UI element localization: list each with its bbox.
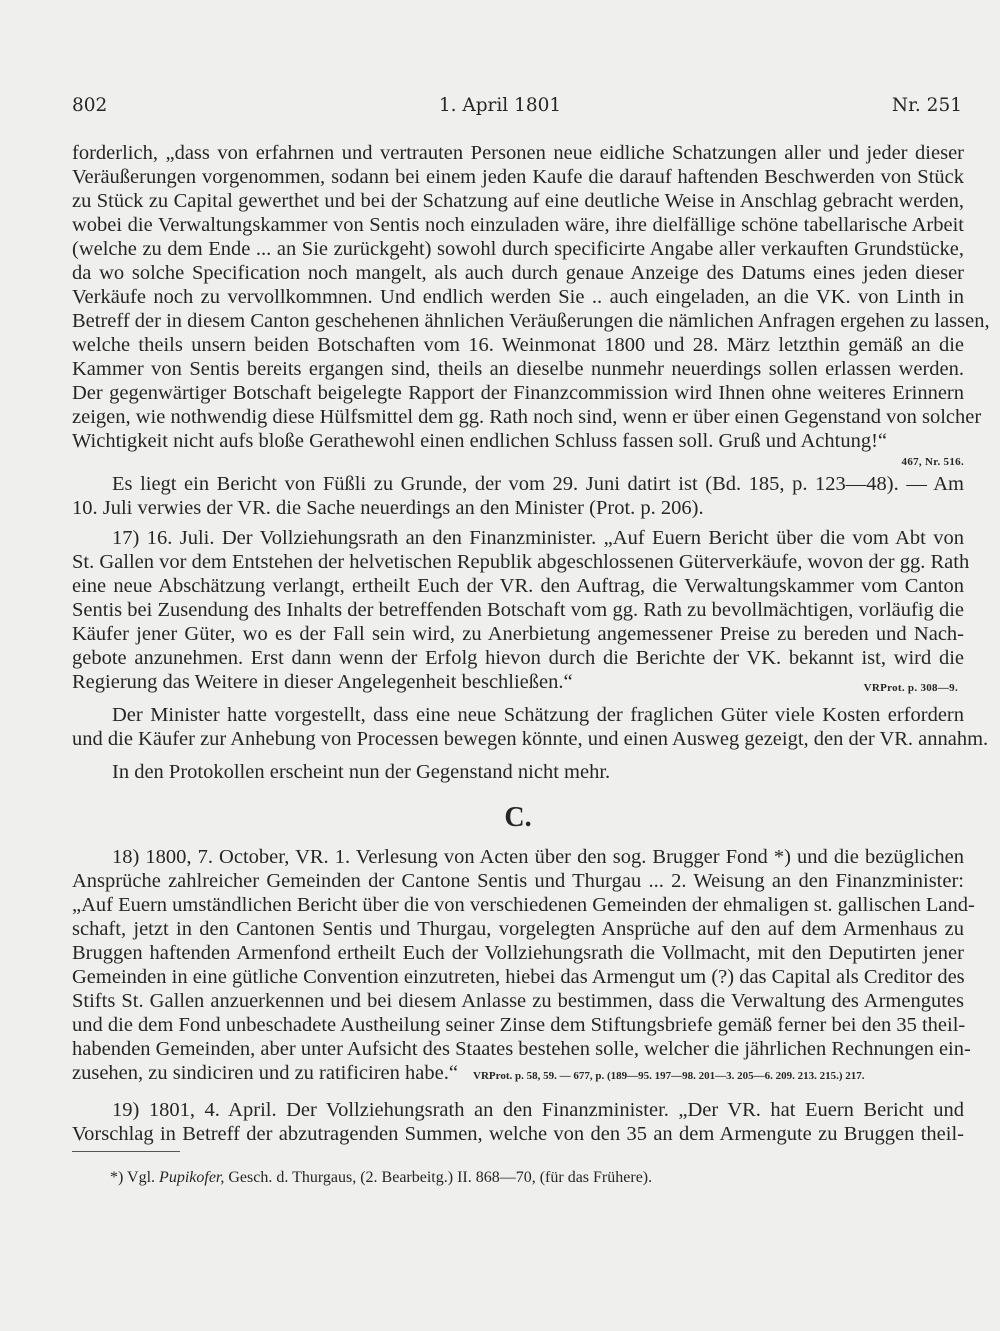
source-reference: VRProt. p. 58, 59. — 677, p. (189—95. 197—98. 201—3. 205—6. 209. 213. 215.) 217. [473,1070,865,1082]
text-line: gebote anzunehmen. Erst dann wenn der Erfolg hievon durch die Berichte der VK. bekannt ist, wird die [72,647,964,669]
text-line: zu Stück zu Capital gewerthet und bei der Schatzung auf eine deutliche Weise in Anschlag gebracht werden, [72,190,964,212]
text-line: „Auf Euern umständlichen Bericht über die von verschiedenen Gemeinden der ehmaligen st. gallischen Land- [72,894,975,916]
text-line-part: zusehen, zu sindiciren und zu ratificiren habe.“ [72,1062,458,1084]
text-line: Ansprüche zahlreicher Gemeinden der Cantone Sentis und Thurgau ... 2. Weisung an den Finanzminister: [72,870,964,892]
text-line: 10. Juli verwies der VR. die Sache neuerdings an den Minister (Prot. p. 206). [72,497,704,519]
text-line: welche theils unsern beiden Botschaften vom 16. Weinmonat 1800 und 28. März letzthin gemäß an die [72,334,964,356]
text-line: In den Protokollen erscheint nun der Gegenstand nicht mehr. [112,761,611,783]
text-line: St. Gallen vor dem Entstehen der helvetischen Republik abgeschlossenen Güterverkäufe, wovon der gg. Rath [72,551,970,573]
page-number: 802 [72,95,108,116]
text-line: Sentis bei Zusendung des Inhalts der betreffenden Botschaft vom gg. Rath zu bevollmächtigen, vorläufig die [72,599,964,621]
text-line: Regierung das Weitere in dieser Angelegenheit beschließen.“ [72,671,573,693]
text-line: zeigen, wie nothwendig diese Hülfsmittel dem gg. Rath noch sind, wenn er über einen Gegenstand von solcher [72,406,982,428]
text-line: wobei die Verwaltungskammer von Sentis noch einzuladen wäre, ihre dielfällige schöne tabellarische Arbeit [72,214,964,236]
footnote-divider [72,1151,180,1152]
footnote-author: Pupikofer, [159,1169,225,1186]
text-line: 18) 1800, 7. October, VR. 1. Verlesung von Acten über den sog. Brugger Fond *) und die bezüglichen [112,846,964,868]
text-line: Gemeinden in eine gütliche Convention einzutreten, hiebei das Armengut um (?) das Capital als Creditor des [72,966,965,988]
text-line: Käufer jener Güter, wo es der Fall sein wird, zu Anerbietung angemessener Preise zu bereden und Nach- [72,623,964,645]
text-line: Vorschlag in Betreff der abzutragenden Summen, welche von den 35 an dem Armengute zu Bruggen theil- [72,1123,964,1145]
text-line: und die dem Fond unbeschadete Austheilung seiner Zinse dem Stiftungsbriefe gemäß ferner bei den 35 theil- [72,1014,966,1036]
text-line: Veräußerungen vorgenommen, sodann bei einem jeden Kaufe die darauf haftenden Beschwerden von Stück [72,166,964,188]
text-line: habenden Gemeinden, aber unter Aufsicht des Staates bestehen solle, welcher die jährlichen Rechnungen ein- [72,1038,971,1060]
text-line [72,1061,964,1088]
text-line: eine neue Abschätzung verlangt, ertheilt Euch der VR. den Auftrag, die Verwaltungskammer vom Canton [72,575,964,597]
source-reference: 467, Nr. 516. [901,456,964,468]
footnote-marker: *) Vgl. [110,1169,156,1186]
text-line: Der Minister hatte vorgestellt, dass eine neue Schätzung der fraglichen Güter viele Kosten erfordern [112,704,964,726]
text-line: Wichtigkeit nicht aufs bloße Gerathewohl einen endlichen Schluss fassen soll. Gruß und Achtung!“ [72,430,887,452]
text-line: da wo solche Specification noch mangelt, als auch durch genaue Anzeige des Datums eines jeden dieser [72,262,964,284]
text-line: Verkäufe noch zu vervollkommnen. Und endlich werden Sie .. auch eingeladen, an die VK. von Linth in [72,286,964,308]
text-line: und die Käufer zur Anhebung von Processen bewegen könnte, und einen Ausweg gezeigt, den der VR. annahm. [72,728,989,750]
text-line: forderlich, „dass von erfahrnen und vertrauten Personen neue eidliche Schatzungen aller und jeder dieser [72,142,964,164]
text-line: Betreff der in diesem Canton geschehenen ähnlichen Veräußerungen die nämlichen Anfragen ergehen zu lassen, [72,310,990,332]
text-line: Es liegt ein Bericht von Füßli zu Grunde, der vom 29. Juni datirt ist (Bd. 185, p. 123—48). — Am [112,473,964,495]
source-reference: VRProt. p. 308—9. [863,682,958,694]
text-line: schaft, jetzt in den Cantonen Sentis und Thurgau, vorgelegten Ansprüche auf den auf dem Armenhaus zu [72,918,964,940]
text-line: 19) 1801, 4. April. Der Vollziehungsrath an den Finanzminister. „Der VR. hat Euern Bericht und [112,1099,964,1121]
document-number: Nr. 251 [891,95,962,116]
running-date: 1. April 1801 [438,95,562,116]
footnote [72,1166,964,1190]
text-line: Der gegenwärtiger Botschaft beigelegte Rapport der Finanzcommission wird Ihnen ohne weiteres Erinnern [72,382,964,404]
text-line: (welche zu dem Ende ... an Sie zurückgeht) sowohl durch specificirte Angabe aller verkauften Grundstücke, [72,238,964,260]
text-line: Kammer von Sentis bereits ergangen sind, theils an dieselbe nunmehr neuerdings sollen erlassen werden. [72,358,964,380]
text-line: 17) 16. Juli. Der Vollziehungsrath an den Finanzminister. „Auf Euern Bericht über die vom Abt von [112,527,964,549]
footnote-text: Gesch. d. Thurgaus, (2. Bearbeitg.) II. 868—70, (für das Frühere). [228,1169,653,1186]
text-line: Stifts St. Gallen anzuerkennen und bei diesem Anlasse zu bestimmen, dass die Verwaltung des Armengutes [72,990,964,1012]
text-line: Bruggen haftenden Armenfond ertheilt Euch der Vollziehungsrath die Vollmacht, mit den Deputirten jener [72,942,964,964]
section-heading: C. [504,802,532,833]
